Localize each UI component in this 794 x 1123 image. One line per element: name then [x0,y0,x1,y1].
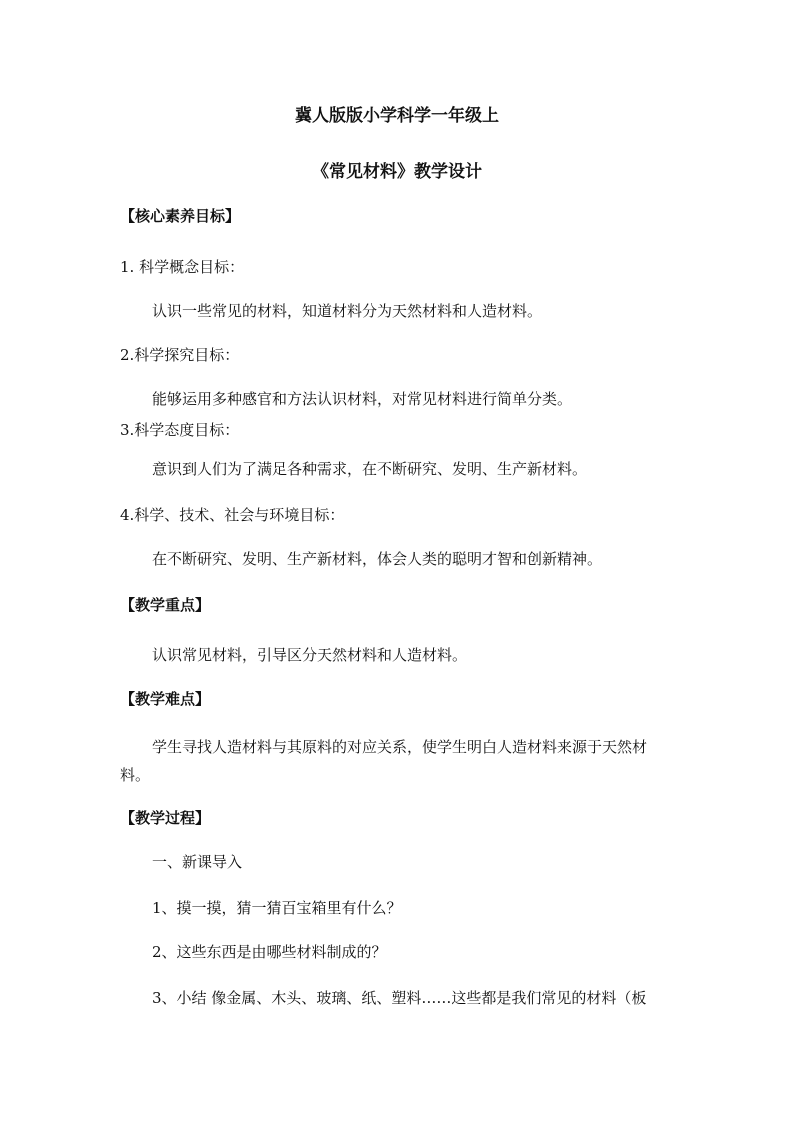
goal-1-text: 认识一些常见的材料，知道材料分为天然材料和人造材料。 [152,302,543,320]
section-heading-core-goals: 【核心素养目标】 [120,207,241,225]
goal-2-label: 2.科学探究目标： [120,346,240,364]
doc-subtitle: 《常见材料》教学设计 [312,162,482,182]
process-step-intro: 一、新课导入 [152,853,243,871]
goal-1-label: 1. 科学概念目标： [120,258,245,276]
section-heading-process: 【教学过程】 [120,809,211,827]
doc-title: 冀人版版小学科学一年级上 [295,106,499,126]
difficulties-text-line-1: 学生寻找人造材料与其原料的对应关系，使学生明白人造材料来源于天然材 [152,738,648,756]
process-step-1: 1、摸一摸，猜一猜百宝箱里有什么？ [152,899,402,917]
process-step-3: 3、小结 像金属、木头、玻璃、纸、塑料……这些都是我们常见的材料（板 [152,989,647,1007]
section-heading-difficulties: 【教学难点】 [120,690,211,708]
goal-3-label: 3.科学态度目标： [120,421,240,439]
goal-2-text: 能够运用多种感官和方法认识材料，对常见材料进行简单分类。 [152,390,573,408]
difficulties-text-line-2: 料。 [120,766,151,784]
goal-4-label: 4.科学、技术、社会与环境目标： [120,506,345,524]
goal-4-text: 在不断研究、发明、生产新材料，体会人类的聪明才智和创新精神。 [152,550,603,568]
goal-3-text: 意识到人们为了满足各种需求，在不断研究、发明、生产新材料。 [152,460,588,478]
process-step-2: 2、这些东西是由哪些材料制成的？ [152,943,387,961]
key-points-text: 认识常见材料，引导区分天然材料和人造材料。 [152,646,468,664]
section-heading-key-points: 【教学重点】 [120,596,211,614]
